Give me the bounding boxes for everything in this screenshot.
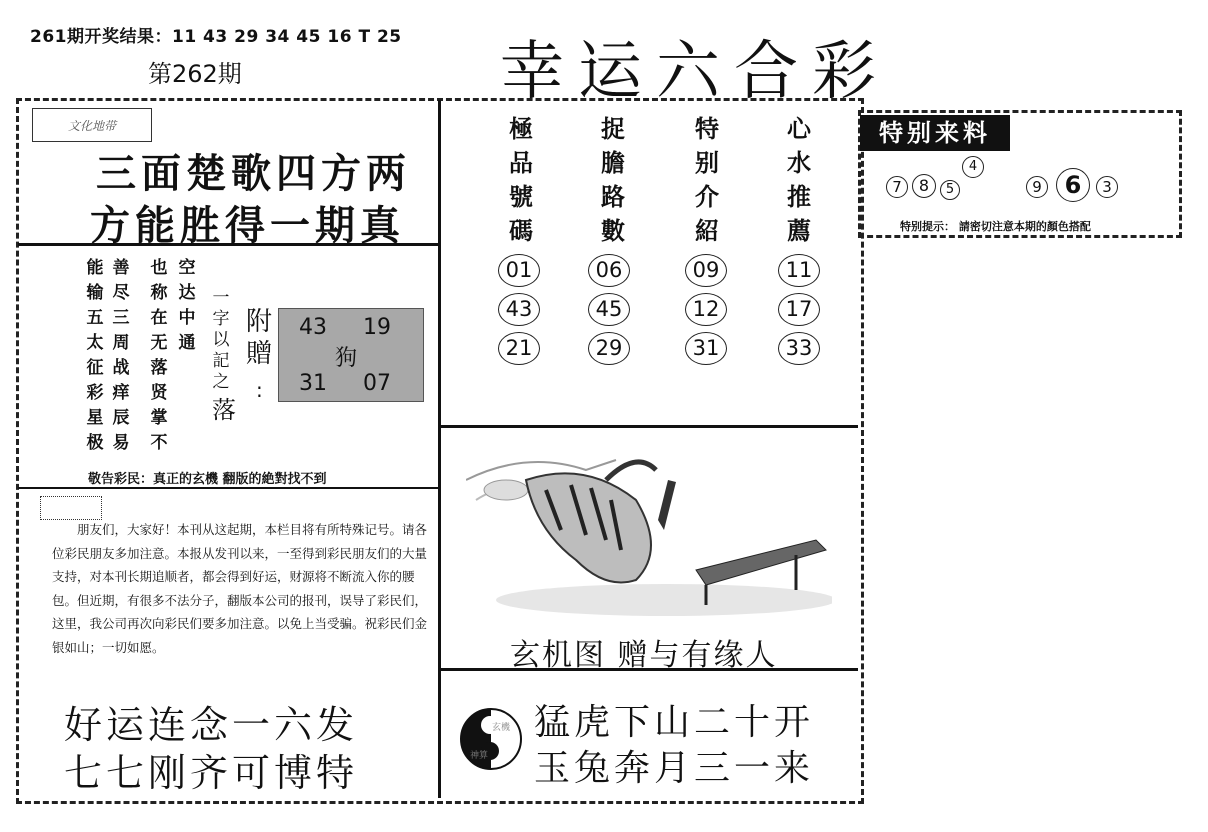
gift-colon: :	[256, 378, 263, 402]
last-draw-result: 261期开奖结果：11 43 29 34 45 16 T 25	[30, 27, 402, 47]
warning-text: 敬告彩民：真正的玄機 翻版的絶對找不到	[88, 472, 327, 487]
rec-header: 捉膽路數	[601, 114, 625, 245]
rec-number: 12	[685, 293, 727, 326]
yin-label-bottom: 神算	[470, 751, 489, 761]
rec-header: 心水推薦	[787, 114, 811, 245]
divider-mid-1	[440, 425, 858, 428]
divider-left-2	[18, 487, 438, 489]
rec-number: 11	[778, 254, 820, 287]
poem-line-2: 方能胜得一期真	[90, 202, 405, 249]
rec-number: 29	[588, 332, 630, 365]
poem-column: 征彩星极	[86, 358, 104, 453]
gift-number: 07	[363, 371, 391, 396]
rec-number: 45	[588, 293, 630, 326]
poem-line-1: 三面楚歌四方两	[96, 150, 411, 197]
gift-label: 附贈	[245, 307, 272, 369]
gift-number: 43	[299, 315, 327, 340]
special-number: 3	[1096, 176, 1118, 198]
special-number: 4	[962, 156, 984, 178]
divider-center	[438, 100, 441, 798]
poem-column: 空达中通	[178, 258, 196, 353]
rec-header: 特别介紹	[695, 114, 719, 245]
rec-header: 極品號碼	[509, 114, 533, 245]
rec-number: 31	[685, 332, 727, 365]
rec-number: 43	[498, 293, 540, 326]
poem-column: 落贤掌不	[150, 358, 168, 453]
special-number: 7	[886, 176, 908, 198]
poem-column: 也称在无	[150, 258, 168, 353]
special-number: 5	[940, 180, 960, 200]
poem-column: 能输五太	[86, 258, 104, 353]
yin-label-top: 玄機	[492, 723, 511, 733]
rec-number: 01	[498, 254, 540, 287]
notice-tag-icon	[40, 496, 102, 520]
slogan-line-1: 好运连念一六发	[64, 703, 359, 747]
slogan-line-2: 七七刚齐可博特	[64, 751, 359, 795]
gift-number: 19	[363, 315, 391, 340]
poem-column: 善尽三周	[112, 258, 130, 353]
mystery-poem-2: 玉兔奔月三一来	[534, 748, 815, 789]
rec-number: 21	[498, 332, 540, 365]
issue-number: 第262期	[148, 60, 242, 88]
section-tag: 文化地带	[32, 108, 152, 142]
special-number: 9	[1026, 176, 1048, 198]
special-number: 6	[1056, 168, 1090, 202]
poem-suffix: 落	[212, 396, 236, 424]
special-tip: 特别提示： 請密切注意本期的顏色搭配	[900, 220, 1091, 233]
gift-animal: 狗	[335, 346, 358, 371]
rec-number: 17	[778, 293, 820, 326]
gift-number: 31	[299, 371, 327, 396]
rec-number: 09	[685, 254, 727, 287]
special-number: 8	[912, 174, 936, 198]
notice-text: 朋友们，大家好！本刊从这起期，本栏目将有所特殊记号。请各位彩民朋友多加注意。本报从发刊以来，一至得到彩民朋友们的大量支持，对本刊长期追顺者，都会得到好运，财源将不断流入你的腰包。但近期，有很多不法分子，翻版本公司的报刊，误导了彩民们，这里，我公司再次向彩民们要多加注意。以免上当受骗。祝彩民们金银如山；一切如愿。	[52, 522, 428, 655]
yin-yang-icon	[460, 708, 522, 770]
mystery-caption: 玄机图 赠与有缘人	[510, 638, 778, 673]
poem-note: 一字以記之	[212, 288, 230, 392]
gift-box	[278, 308, 424, 402]
tiger-illustration	[466, 440, 832, 620]
page-title: 幸运六合彩	[500, 35, 890, 109]
special-title: 特别来料	[860, 115, 1010, 151]
rec-number: 06	[588, 254, 630, 287]
rec-number: 33	[778, 332, 820, 365]
poem-column: 战痒辰易	[112, 358, 130, 453]
mystery-poem-1: 猛虎下山二十开	[534, 702, 815, 743]
